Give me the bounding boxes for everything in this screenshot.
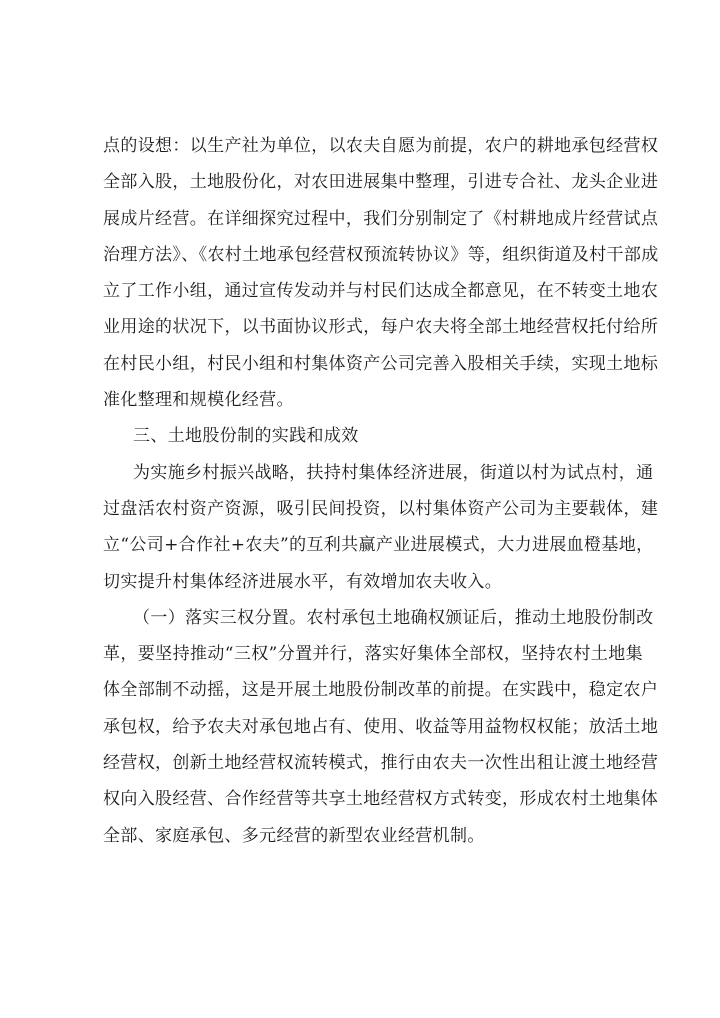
text-line: 业用途的状况下，以书面协议形式，每户农夫将全部土地经营权托付给所 [103,317,659,338]
text-line: 经营权，创新土地经营权流转模式，推行由农夫一次性出租让渡土地经营 [103,753,659,774]
text-line: 体全部制不动摇，这是开展土地股份制改革的前提。在实践中，稳定农户 [103,680,659,701]
paragraph-rural-revitalization [103,455,659,600]
text-line: 立了工作小组，通过宣传发动并与村民们达成全都意见，在不转变土地农 [103,281,659,302]
text-line: 承包权，给予农夫对承包地占有、使用、收益等用益物权权能；放活土地 [103,716,659,737]
body-text [103,128,659,854]
text-line: 切实提升村集体经济进展水平，有效增加农夫收入。 [103,571,503,592]
text-line: （一）落实三权分置。农村承包土地确权颁证后，推动土地股份制改 [133,607,654,628]
text-line: 全部入股，土地股份化，对农田进展集中整理，引进专合社、龙头企业进 [103,172,659,193]
paragraph-land-shareholding-plan [103,128,659,418]
text-line: 权向入股经营、合作经营等共享土地经营权方式转变，形成农村土地集体 [103,789,659,810]
text-line: 全部、家庭承包、多元经营的新型农业经营机制。 [103,825,485,846]
text-line: 点的设想：以生产社为单位，以农夫自愿为前提，农户的耕地承包经营权 [103,136,659,156]
text-line: 治理方法》、《农村土地承包经营权预流转协议》等，组织街道及村干部成 [103,244,659,265]
text-line: 过盘活农村资产资源，吸引民间投资，以村集体资产公司为主要载体，建 [103,498,659,519]
text-line: 展成片经营。在详细探究过程中，我们分别制定了《村耕地成片经营试点 [103,208,659,229]
text-line: 立“公司+合作社+农夫”的互利共赢产业进展模式，大力进展血橙基地， [103,535,654,556]
text-line: 在村民小组，村民小组和村集体资产公司完善入股相关手续，实现土地标 [103,353,659,374]
text-line: 为实施乡村振兴战略，扶持村集体经济进展，街道以村为试点村，通 [133,462,654,483]
paragraph-three-rights [103,600,659,854]
section-heading: 三、土地股份制的实践和成效 [133,426,359,447]
text-line: 准化整理和规模化经营。 [103,390,294,411]
text-line: 革，要坚持推动“三权”分置并行，落实好集体全部权，坚持农村土地集 [103,644,643,665]
